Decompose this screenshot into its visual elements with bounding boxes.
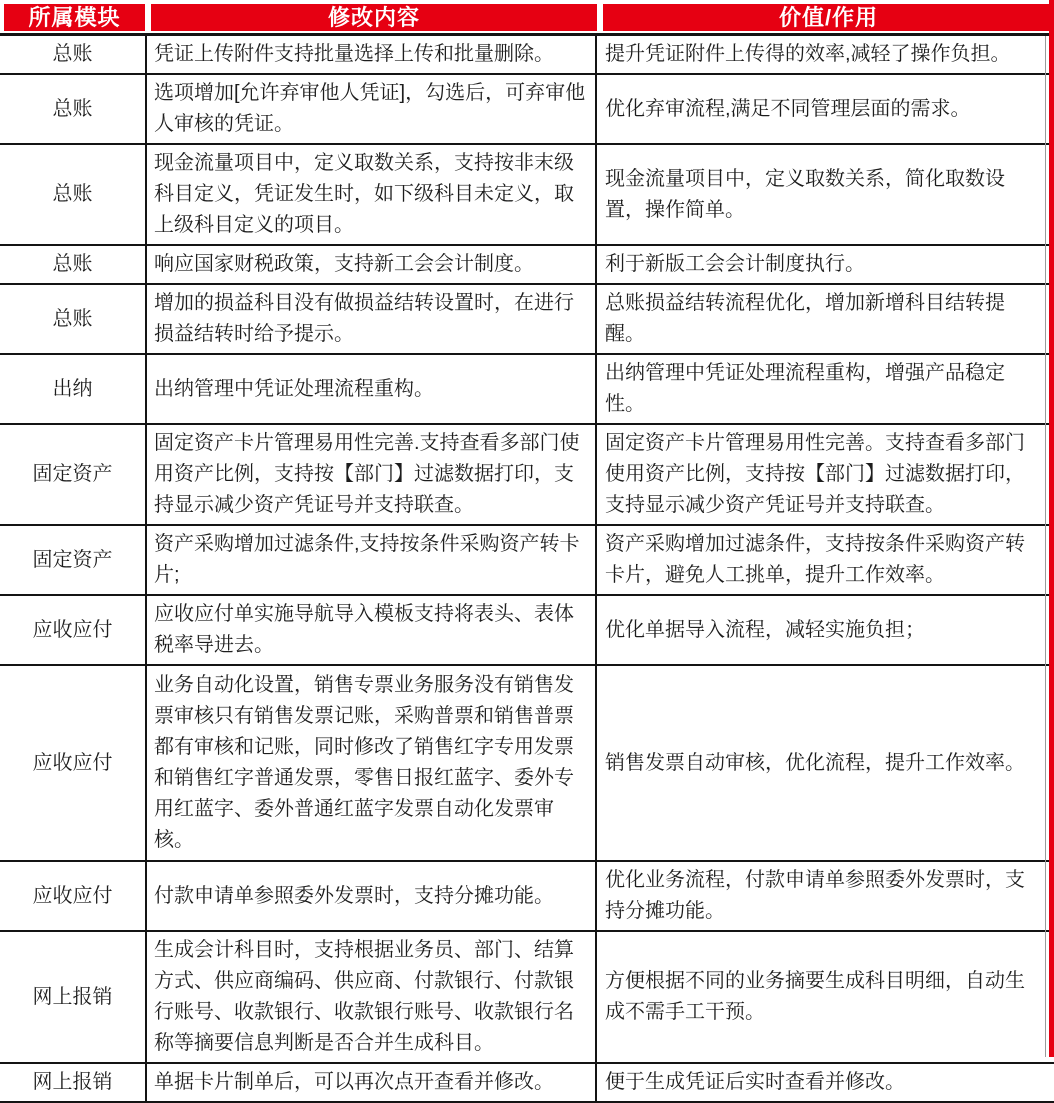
column-header-module: 所属模块 — [4, 4, 145, 31]
value-cell: 固定资产卡片管理易用性完善。支持查看多部门使用资产比例，支持按【部门】过滤数据打印，支持显示减少资产凭证号并支持联查。 — [595, 425, 1054, 524]
table-row — [0, 246, 1054, 285]
value-cell: 优化弃审流程,满足不同管理层面的需求。 — [595, 75, 1054, 143]
value-cell: 出纳管理中凭证处理流程重构，增强产品稳定性。 — [595, 355, 1054, 423]
column-header-value: 价值/作用 — [603, 4, 1054, 31]
change-cell: 资产采购增加过滤条件,支持按条件采购资产转卡片; — [145, 526, 595, 594]
change-cell: 业务自动化设置，销售专票业务服务没有销售发票审核只有销售发票记账，采购普票和销售普票都有审核和记账，同时修改了销售红字专用发票和销售红字普通发票，零售日报红蓝字、委外专用红蓝字、委外普通红蓝字发票自动化发票审核。 — [145, 666, 595, 860]
right-edge-accent — [1049, 0, 1054, 1057]
table-row — [0, 145, 1054, 246]
module-cell: 总账 — [52, 43, 93, 65]
change-cell: 响应国家财税政策，支持新工会会计制度。 — [145, 246, 595, 283]
table-row — [0, 596, 1054, 666]
value-cell: 便于生成凭证后实时查看并修改。 — [595, 1064, 1054, 1101]
module-cell: 应收应付 — [32, 884, 113, 907]
module-cell: 固定资产 — [32, 548, 113, 571]
change-cell: 应收应付单实施导航导入模板支持将表头、表体税率导进去。 — [145, 596, 595, 664]
value-cell: 总账损益结转流程优化，增加新增科目结转提醒。 — [595, 285, 1054, 353]
table-row — [0, 932, 1054, 1064]
module-cell: 固定资产 — [32, 463, 113, 485]
value-cell: 销售发票自动审核，优化流程，提升工作效率。 — [595, 666, 1054, 860]
change-cell: 凭证上传附件支持批量选择上传和批量删除。 — [145, 36, 595, 73]
value-cell: 优化业务流程，付款申请单参照委外发票时，支持分摊功能。 — [595, 862, 1054, 930]
value-cell: 提升凭证附件上传得的效率,减轻了操作负担。 — [595, 36, 1054, 73]
table-header — [0, 0, 1054, 36]
module-cell: 应收应付 — [32, 751, 113, 774]
module-cell: 总账 — [52, 307, 93, 330]
change-cell: 固定资产卡片管理易用性完善.支持查看多部门使用资产比例，支持按【部门】过滤数据打印，支持显示减少资产凭证号并支持联查。 — [145, 425, 595, 524]
module-cell: 总账 — [52, 97, 93, 120]
module-cell: 网上报销 — [32, 985, 113, 1008]
module-cell: 总账 — [52, 183, 93, 205]
table-row — [0, 666, 1054, 862]
table-row — [0, 355, 1054, 425]
change-cell: 生成会计科目时，支持根据业务员、部门、结算方式、供应商编码、供应商、付款银行、付款银行账号、收款银行、收款银行账号、收款银行名称等摘要信息判断是否合并生成科目。 — [145, 932, 595, 1062]
table-row — [0, 1064, 1054, 1103]
value-cell: 方便根据不同的业务摘要生成科目明细，自动生成不需手工干预。 — [595, 932, 1054, 1062]
module-cell: 网上报销 — [32, 1071, 113, 1093]
value-cell: 资产采购增加过滤条件，支持按条件采购资产转卡片，避免人工挑单，提升工作效率。 — [595, 526, 1054, 594]
table-right-border — [1045, 36, 1046, 1057]
value-cell: 利于新版工会会计制度执行。 — [595, 246, 1054, 283]
table-row — [0, 862, 1054, 932]
table-row — [0, 526, 1054, 596]
table-row — [0, 285, 1054, 355]
table-row — [0, 36, 1054, 75]
column-header-change: 修改内容 — [151, 4, 597, 31]
change-cell: 增加的损益科目没有做损益结转设置时，在进行损益结转时给予提示。 — [145, 285, 595, 353]
change-cell: 付款申请单参照委外发票时，支持分摊功能。 — [145, 862, 595, 930]
value-cell: 现金流量项目中，定义取数关系，简化取数设置，操作简单。 — [595, 145, 1054, 244]
change-cell: 现金流量项目中，定义取数关系，支持按非末级科目定义，凭证发生时，如下级科目未定义，取上级科目定义的项目。 — [145, 145, 595, 244]
change-cell: 选项增加[允许弃审他人凭证]，勾选后，可弃审他人审核的凭证。 — [145, 75, 595, 143]
module-cell: 应收应付 — [32, 618, 113, 641]
module-cell: 出纳 — [52, 377, 93, 400]
table-row — [0, 75, 1054, 145]
change-cell: 出纳管理中凭证处理流程重构。 — [145, 355, 595, 423]
table-row — [0, 425, 1054, 526]
change-cell: 单据卡片制单后，可以再次点开查看并修改。 — [145, 1064, 595, 1101]
value-cell: 优化单据导入流程，减轻实施负担； — [595, 596, 1054, 664]
module-cell: 总账 — [52, 253, 93, 275]
